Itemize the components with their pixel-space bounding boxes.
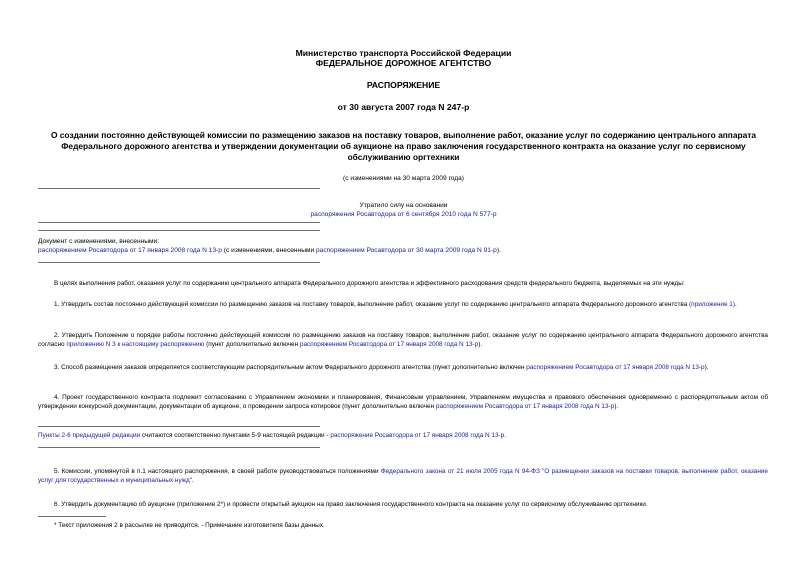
divider: [38, 426, 320, 427]
changes-end-text: ).: [496, 247, 501, 254]
appendix-1-link[interactable]: (приложение 1): [689, 301, 735, 308]
item-4-text: 4. Проект государственного контракта подлежит согласованию с Управлением экономики и планирования, Финансовым управлением, Управлением имущества и правового обеспечения одновременно с распорядительным актом об утверждении конкурсной документации, документации об аукционе, о проведении запроса котировок (пункт дополнительно включен: [38, 394, 768, 410]
item-5: [38, 467, 768, 485]
changes-list: [38, 246, 768, 255]
item-4-source-link[interactable]: распоряжением Росавтодора от 17 января 2008 года N 13-р: [435, 403, 615, 410]
item-1: [38, 300, 768, 309]
item-2-end: ).: [478, 341, 483, 348]
item-5-text: 5. Комиссии, упомянутой в п.1 настоящего распоряжения, в своей работе руководствоваться положениями: [54, 468, 381, 475]
agency-name: ФЕДЕРАЛЬНОЕ ДОРОЖНОЕ АГЕНТСТВО: [315, 58, 492, 68]
invalid-note: Утратило силу на основании: [359, 202, 448, 209]
renumbering-end: .: [504, 432, 507, 439]
invalid-link-row: [0, 210, 807, 219]
item-6: 6. Утвердить документацию об аукционе (приложение 2*) и провести открытый аукцион на право заключения государственного контракта на оказание услуг по сервисному обслуживанию оргтехники.: [54, 501, 648, 508]
changes-mid-text: (с изменениями, внесенными: [221, 247, 316, 254]
item-3-end: ).: [704, 364, 709, 371]
item-1-text: 1. Утвердить состав постоянно действующей комиссии по размещению заказов на поставку товаров, выполнение работ, оказание услуг по содержанию центрального аппарата Федерального дорожного агентства: [54, 301, 690, 308]
amendment-note: (с изменениями на 30 марта 2009 года): [343, 175, 464, 182]
footnote: * Текст приложения 2 в рассылке не приводится. - Примечание изготовителя базы данных.: [54, 522, 325, 529]
document-date: от 30 августа 2007 года N 247-р: [337, 102, 470, 112]
previous-edition-link[interactable]: Пункты 2-6 предыдущей редакции: [38, 432, 141, 439]
item-2-source-link[interactable]: распоряжением Росавтодора от 17 января 2008 года N 13-р: [299, 341, 479, 348]
item-2: [38, 331, 768, 349]
preamble: В целях выполнения работ, оказания услуг по содержанию центрального аппарата Федерального дорожного агентства и эффективного расходования средств федерального бюджета, выделяемых на эти нужды:: [54, 280, 685, 287]
item-2-mid: (пункт дополнительно включен: [204, 341, 300, 348]
divider: [38, 230, 320, 231]
document-type: РАСПОРЯЖЕНИЕ: [366, 80, 441, 90]
footnote-divider: [38, 516, 106, 517]
renumbering-source-link[interactable]: распоряжение Росавтодора от 17 января 2008 года N 13-р: [330, 432, 505, 439]
item-1-end: .: [734, 301, 737, 308]
federal-law-link[interactable]: Федерального закона от 21 июля 2005 года N 94-ФЗ "О размещении заказов на поставки товаров, выполнение работ, оказание услуг для государственных и муниципальных нужд": [38, 468, 768, 484]
item-3-source-link[interactable]: распоряжением Росавтодора от 17 января 2008 года N 13-р: [526, 364, 705, 371]
divider: [38, 222, 320, 223]
item-4-end: ).: [614, 403, 619, 410]
amendment-link-1[interactable]: распоряжением Росавтодора от 17 января 2008 года N 13-р: [38, 247, 222, 254]
divider: [38, 262, 320, 263]
item-5-end: .: [192, 477, 194, 484]
item-2-text: 2. Утвердить Положение о порядке работы постоянно действующей комиссии по размещению заказов на поставку товаров, выполнение работ, оказание услуг по содержанию центрального аппарата Федерального дорожного агентства согласно: [38, 332, 768, 348]
item-4: [38, 393, 768, 411]
amendment-link-2[interactable]: распоряжением Росавтодора от 30 марта 2009 года N 91-р: [315, 247, 497, 254]
renumbering-mid: считаются соответственно пунктами 5-9 настоящей редакции -: [140, 432, 331, 439]
renumbering-note: [38, 431, 768, 440]
item-3: [38, 363, 768, 372]
changes-intro: Документ с изменениями, внесенными:: [38, 238, 160, 245]
ministry-name: Министерство транспорта Российской Федерации: [295, 48, 512, 58]
item-3-text: 3. Способ размещения заказов определяется соответствующим распорядительным актом Федерального дорожного агентства (пункт дополнительно включен: [54, 364, 527, 371]
document-title: О создании постоянно действующей комиссии по размещению заказов на поставку товаров, выполнение работ, оказание услуг по содержанию центрального аппарата Федерального дорожного агентства и утверждении документации об аукционе на право заключения государственного контракта на оказание услуг по сервисному обслуживанию оргтехники: [50, 130, 757, 162]
appendix-3-link[interactable]: приложению N 3 к настоящему распоряжению: [66, 341, 205, 348]
divider: [38, 188, 320, 189]
divider: [38, 447, 320, 448]
invalidation-link[interactable]: распоряжения Росавтодора от 6 сентября 2010 года N 577-р: [310, 211, 497, 218]
